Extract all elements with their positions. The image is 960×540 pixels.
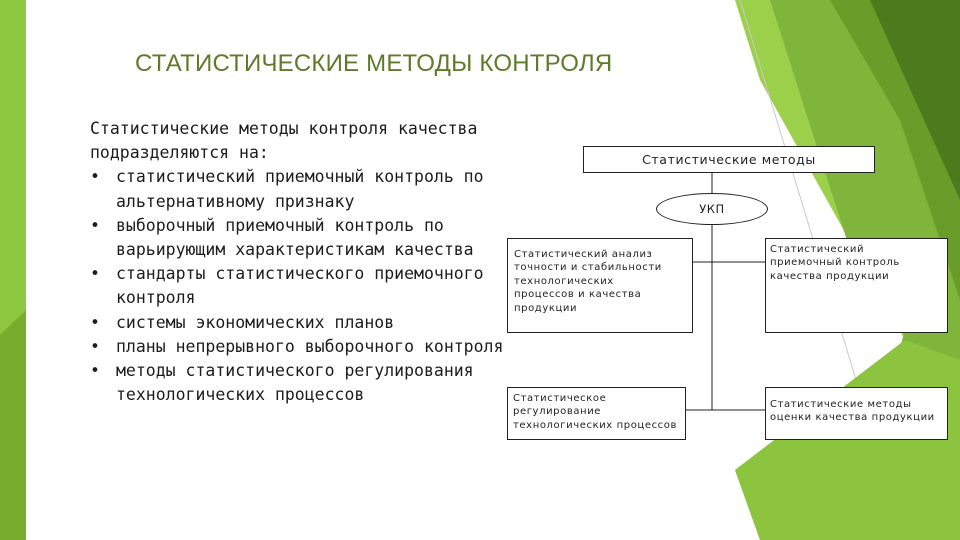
bullet-icon: •: [90, 336, 100, 356]
analysis-line-2: точности и стабильности: [514, 262, 662, 274]
analysis-line-1: Статистический анализ: [514, 249, 653, 260]
bullet-item-5-line-1: планы непрерывного выборочного контроля: [116, 336, 504, 356]
slide-title: СТАТИСТИЧЕСКИЕ МЕТОДЫ КОНТРОЛЯ: [135, 50, 613, 77]
bullet-item-1-line-1: статистический приемочный контроль по: [116, 167, 484, 187]
bullet-item-3-line-2: контроля: [116, 288, 196, 308]
bullet-icon: •: [90, 167, 100, 187]
bullet-item-3-line-1: стандарты статистического приемочного: [116, 264, 484, 284]
acceptance-line-3: качества продукции: [770, 270, 890, 282]
bullet-item-2-line-2: варьирующим характеристикам качества: [116, 240, 474, 260]
bullet-item-2-line-1: выборочный приемочный контроль по: [116, 215, 444, 235]
analysis-line-5: продукции: [514, 302, 578, 314]
evaluation-box: [765, 387, 948, 440]
evaluation-line-1: Статистические методы: [770, 399, 912, 410]
bullet-item-1-line-2: альтернативному признаку: [116, 191, 355, 211]
regulation-box: [507, 387, 686, 440]
bullet-icon: •: [90, 361, 100, 381]
regulation-line-2: регулирование: [513, 406, 602, 418]
bullet-icon: •: [90, 215, 100, 235]
intro-line-2: подразделяются на:: [90, 143, 269, 163]
regulation-line-1: Статистическое: [513, 393, 607, 404]
ukp-ellipse: [656, 193, 768, 225]
bullet-item-4-line-1: системы экономических планов: [116, 312, 395, 332]
top-methods-label: Статистические методы: [642, 152, 816, 167]
analysis-line-4: процессов и качества: [514, 289, 642, 301]
evaluation-line-2: оценки качества продукции: [770, 412, 935, 424]
regulation-line-3: технологических процессов: [513, 419, 677, 431]
bullet-item-6-line-2: технологических процессов: [116, 385, 365, 405]
bullet-icon: •: [90, 312, 100, 332]
intro-line-1: Статистические методы контроля качества: [90, 119, 478, 138]
acceptance-line-2: приемочный контроль: [770, 257, 900, 269]
bullet-item-6-line-1: методы статистического регулирования: [116, 361, 474, 381]
top-methods-box: [583, 146, 875, 173]
acceptance-line-1: Статистический: [770, 244, 865, 255]
analysis-box: [507, 238, 693, 333]
analysis-line-3: технологических: [514, 275, 614, 287]
acceptance-box: [765, 238, 948, 333]
bullet-icon: •: [90, 264, 100, 284]
ukp-label: УКП: [699, 202, 725, 216]
